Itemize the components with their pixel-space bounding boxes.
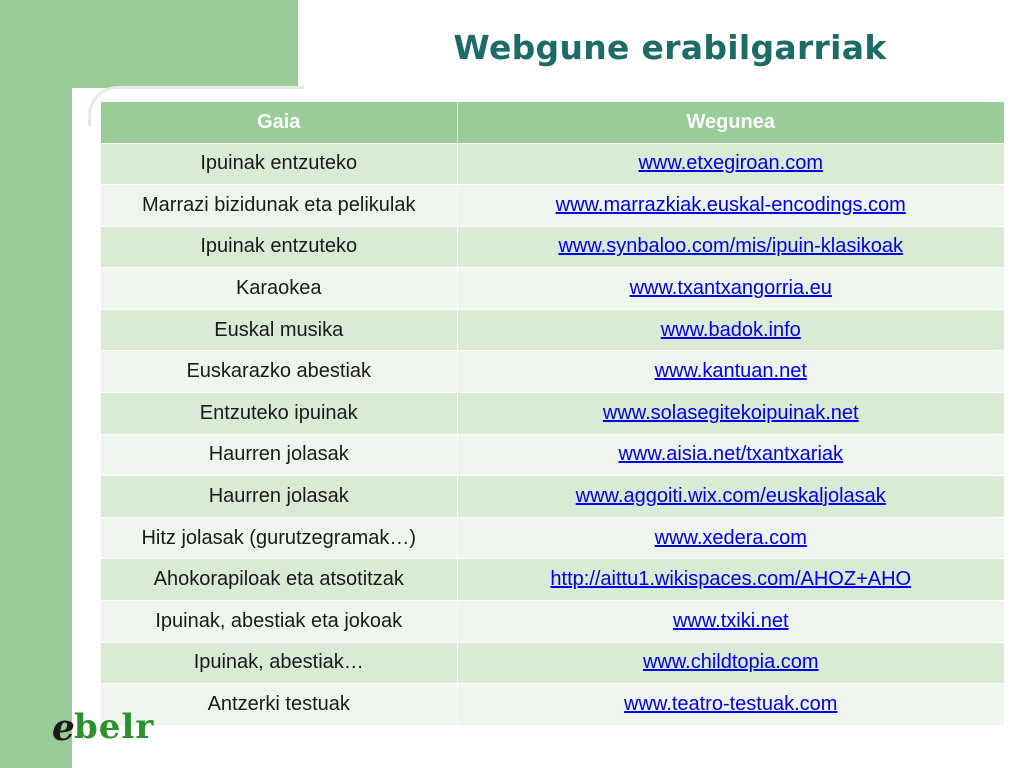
website-link[interactable]: www.solasegitekoipuinak.net [602, 401, 859, 424]
website-link[interactable]: www.etxegiroan.com [638, 152, 824, 175]
website-link[interactable]: www.synbaloo.com/mis/ipuin-klasikoak [558, 235, 904, 258]
website-cell [457, 393, 1004, 435]
table-row [101, 226, 1004, 268]
website-cell [457, 517, 1004, 559]
table-row [101, 559, 1004, 601]
website-cell [457, 642, 1004, 684]
table-header-row [101, 102, 1004, 143]
table-row [101, 601, 1004, 643]
website-cell [457, 351, 1004, 393]
table-row [101, 517, 1004, 559]
decorative-green-band-left [0, 0, 72, 768]
website-link[interactable]: www.teatro-testuak.com [624, 693, 838, 716]
website-cell [457, 268, 1004, 310]
website-cell [457, 684, 1004, 726]
website-cell [457, 226, 1004, 268]
website-link[interactable]: www.marrazkiak.euskal-encodings.com [555, 193, 906, 216]
table-row [101, 684, 1004, 726]
topic-cell: Euskarazko abestiak [101, 351, 457, 393]
topic-cell: Haurren jolasak [101, 434, 457, 476]
website-cell [457, 309, 1004, 351]
table-row [101, 309, 1004, 351]
website-cell [457, 601, 1004, 643]
table-row [101, 476, 1004, 518]
website-cell [457, 185, 1004, 227]
table-row [101, 351, 1004, 393]
topic-cell: Ipuinak, abestiak… [101, 642, 457, 684]
website-link[interactable]: http://aittu1.wikispaces.com/AHOZ+AHO [550, 568, 912, 591]
website-cell [457, 143, 1004, 185]
topic-cell: Marrazi bizidunak eta pelikulak [101, 185, 457, 227]
slide-title: Webgune erabilgarriak [453, 28, 887, 67]
website-link[interactable]: www.badok.info [660, 318, 801, 341]
topic-cell: Haurren jolasak [101, 476, 457, 518]
topic-cell: Antzerki testuak [101, 684, 457, 726]
header-website: Wegunea [457, 102, 1004, 143]
website-link[interactable]: www.kantuan.net [654, 360, 807, 383]
topic-cell: Ahokorapiloak eta atsotitzak [101, 559, 457, 601]
topic-cell: Ipuinak entzuteko [101, 143, 457, 185]
website-link[interactable]: www.txantxangorria.eu [629, 277, 832, 300]
table-row [101, 642, 1004, 684]
websites-table [101, 102, 1004, 725]
website-cell [457, 434, 1004, 476]
header-topic: Gaia [101, 102, 457, 143]
table-row [101, 268, 1004, 310]
website-cell [457, 476, 1004, 518]
logo-letter-e: e [52, 707, 75, 749]
website-link[interactable]: www.aisia.net/txantxariak [618, 443, 844, 466]
website-link[interactable]: www.aggoiti.wix.com/euskaljolasak [575, 485, 886, 508]
logo-wordmark: belr [74, 707, 155, 747]
topic-cell: Hitz jolasak (gurutzegramak…) [101, 517, 457, 559]
topic-cell: Karaokea [101, 268, 457, 310]
table-row [101, 393, 1004, 435]
topic-cell: Euskal musika [101, 309, 457, 351]
website-link[interactable]: www.txiki.net [672, 609, 789, 632]
topic-cell: Ipuinak, abestiak eta jokoak [101, 601, 457, 643]
topic-cell: Ipuinak entzuteko [101, 226, 457, 268]
table-row [101, 434, 1004, 476]
table-row [101, 143, 1004, 185]
ebelr-logo [52, 706, 162, 749]
website-link[interactable]: www.childtopia.com [642, 651, 819, 674]
topic-cell: Entzuteko ipuinak [101, 393, 457, 435]
website-link[interactable]: www.xedera.com [654, 526, 807, 549]
website-cell [457, 559, 1004, 601]
table-row [101, 185, 1004, 227]
